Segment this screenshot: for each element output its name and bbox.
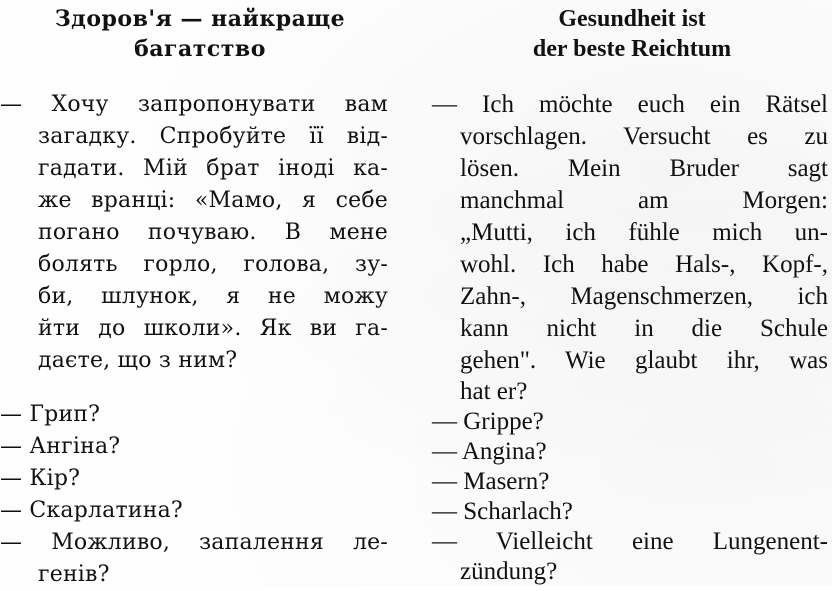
german-answer-line: — Grippe?: [432, 408, 544, 435]
ukrainian-title: [20, 4, 380, 64]
german-riddle-line: manchmal am Morgen:: [460, 187, 828, 214]
german-answer-line: — Scharlach?: [432, 498, 573, 525]
german-title: [472, 4, 792, 64]
german-riddle-line: kann nicht in die Schule: [460, 315, 828, 342]
german-riddle-line: — Ich möchte euch ein Rätsel: [432, 91, 828, 118]
german-riddle-line: wohl. Ich habe Hals-, Kopf-,: [460, 251, 828, 278]
german-title-line-2: der beste Reichtum: [532, 36, 732, 62]
ukrainian-riddle-line: болять горло, голова, зу-: [38, 252, 388, 277]
german-body: [432, 89, 828, 587]
ukrainian-title-line-2: багатство: [134, 36, 266, 62]
german-answer-line: — Angina?: [432, 438, 547, 465]
german-riddle-line: Zahn-, Magenschmerzen, ich: [460, 283, 828, 310]
ukrainian-answer-line: — Кір?: [0, 466, 81, 491]
ukrainian-answer-line: — Ангіна?: [0, 434, 121, 459]
ukrainian-body: [0, 89, 400, 591]
german-answer-line: zündung?: [460, 558, 558, 585]
ukrainian-paragraph-gap: [0, 377, 400, 399]
german-riddle-line: vorschlagen. Versucht es zu: [460, 123, 828, 150]
ukrainian-riddle-line: гадати. Мій брат іноді ка-: [38, 156, 388, 181]
german-riddle-line: gehen". Wie glaubt ihr, was: [460, 347, 828, 374]
ukrainian-riddle-line: — Хочу запропонувати вам: [0, 92, 388, 117]
ukrainian-answer-line: — Можливо, запалення ле-: [0, 530, 388, 555]
ukrainian-riddle-line: би, шлунок, я не можу: [38, 284, 388, 309]
ukrainian-riddle-line: погано почуваю. В мене: [38, 220, 388, 245]
ukrainian-title-line-1: Здоров'я — найкраще: [54, 6, 346, 32]
german-riddle-line: „Mutti, ich fühle mich un-: [460, 219, 828, 246]
german-title-line-1: Gesundheit ist: [558, 6, 706, 32]
german-answer-line: — Vielleicht eine Lungenent-: [432, 528, 828, 555]
german-answer-line: — Masern?: [432, 468, 550, 495]
ukrainian-riddle-line: даєте, що з ним?: [38, 348, 238, 373]
ukrainian-answer-line: генів?: [38, 562, 110, 587]
ukrainian-riddle-line: йти до школи». Як ви га-: [38, 316, 388, 341]
german-riddle-line: lösen. Mein Bruder sagt: [460, 155, 828, 182]
ukrainian-riddle-line: загадку. Спробуйте її від-: [38, 124, 388, 149]
german-riddle-line: hat er?: [460, 378, 528, 405]
ukrainian-answer-line: — Грип?: [0, 402, 101, 427]
ukrainian-answer-line: — Скарлатина?: [0, 498, 183, 523]
ukrainian-riddle-line: же вранці: «Мамо, я себе: [38, 188, 388, 213]
